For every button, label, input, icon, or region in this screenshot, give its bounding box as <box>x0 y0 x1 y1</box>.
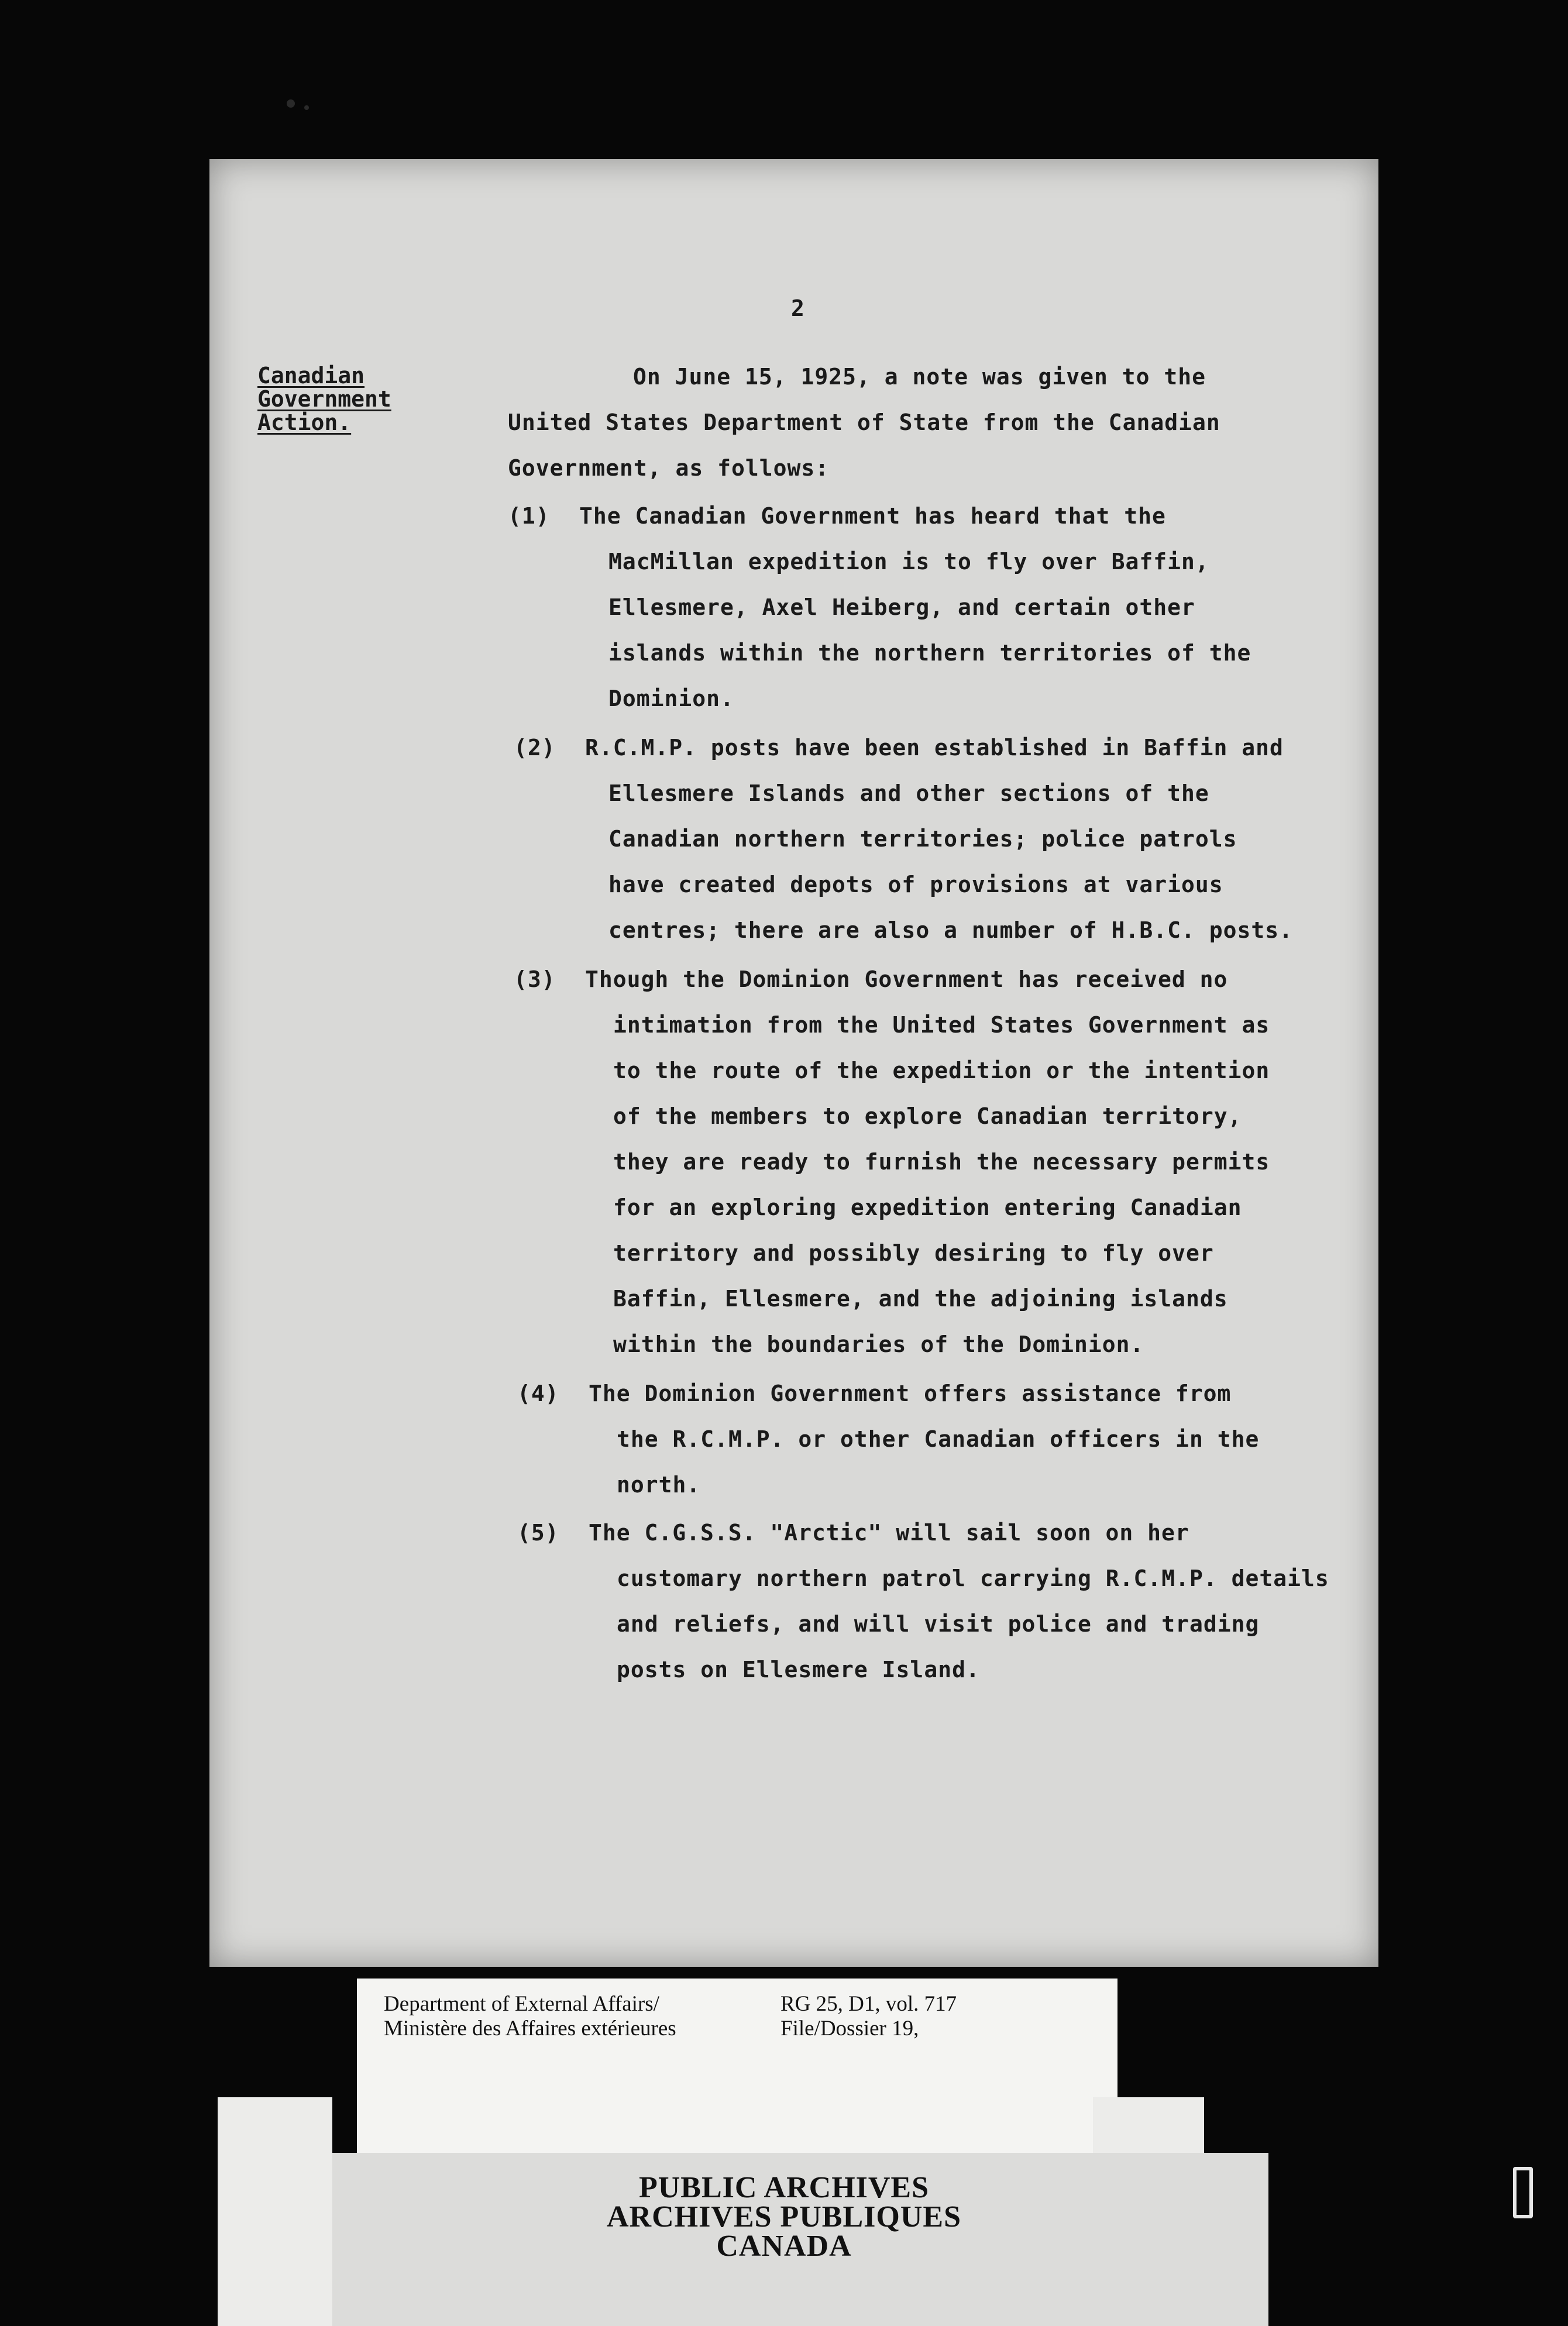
text-line: the R.C.M.P. or other Canadian officers in the <box>617 1426 1260 1452</box>
stamp-line: PUBLIC ARCHIVES <box>638 2171 930 2204</box>
text-line: within the boundaries of the Dominion. <box>613 1331 1144 1357</box>
text-line: they are ready to furnish the necessary permits <box>613 1149 1270 1175</box>
item-number: (5) <box>517 1520 559 1546</box>
text-line: have created depots of provisions at various <box>608 872 1223 897</box>
text-line: customary northern patrol carrying R.C.M.P. details <box>617 1565 1329 1591</box>
text-line: Canadian northern territories; police patrols <box>608 826 1237 852</box>
text-line: north. <box>617 1472 701 1498</box>
text-line: Government, as follows: <box>508 455 830 481</box>
film-speck <box>304 105 309 110</box>
department-english: Department of External Affairs/ <box>384 1992 659 2016</box>
text-line: Dominion. <box>608 686 734 711</box>
file-reference: File/Dossier 19, <box>780 2017 919 2041</box>
text-line: and reliefs, and will visit police and trading <box>617 1611 1260 1637</box>
text-line: Ellesmere Islands and other sections of the <box>608 780 1209 806</box>
text-line: of the members to explore Canadian territory, <box>613 1103 1242 1129</box>
text-line: Baffin, Ellesmere, and the adjoining islands <box>613 1286 1228 1312</box>
item-number: (4) <box>517 1381 559 1406</box>
item-number: (3) <box>514 966 556 992</box>
text-line: intimation from the United States Government as <box>613 1012 1270 1038</box>
margin-heading-line: Canadian <box>257 363 365 388</box>
text-line: The C.G.S.S. "Arctic" will sail soon on her <box>589 1520 1189 1546</box>
department-french: Ministère des Affaires extérieures <box>384 2017 676 2041</box>
margin-heading-line: Action. <box>257 410 352 435</box>
text-line: Though the Dominion Government has received no <box>585 966 1228 992</box>
text-line: The Canadian Government has heard that the <box>579 503 1166 529</box>
page-number: 2 <box>791 295 805 321</box>
stamp-line: CANADA <box>716 2229 852 2263</box>
film-speck <box>287 99 295 108</box>
stamp-line: ARCHIVES PUBLIQUES <box>606 2200 962 2234</box>
item-number: (2) <box>514 735 556 761</box>
margin-heading <box>257 364 391 434</box>
text-line: MacMillan expedition is to fly over Baffin, <box>608 549 1209 574</box>
text-line: centres; there are also a number of H.B.C. posts. <box>608 917 1294 943</box>
text-line: to the route of the expedition or the intention <box>613 1058 1270 1083</box>
text-line: islands within the northern territories of the <box>608 640 1251 666</box>
text-line: R.C.M.P. posts have been established in Baffin and <box>585 735 1284 761</box>
text-line: for an exploring expedition entering Canadian <box>613 1195 1242 1220</box>
text-line: United States Department of State from the Canadian <box>508 410 1220 435</box>
film-frame-marker <box>1513 2167 1533 2218</box>
text-line: Ellesmere, Axel Heiberg, and certain other <box>608 594 1195 620</box>
margin-heading-line: Government <box>257 386 391 412</box>
text-line: territory and possibly desiring to fly over <box>613 1240 1214 1266</box>
record-group-reference: RG 25, D1, vol. 717 <box>780 1992 957 2016</box>
text-line: The Dominion Government offers assistance from <box>589 1381 1232 1406</box>
text-line: posts on Ellesmere Island. <box>617 1657 980 1682</box>
item-number: (1) <box>508 503 550 529</box>
text-line: On June 15, 1925, a note was given to the <box>633 364 1206 390</box>
